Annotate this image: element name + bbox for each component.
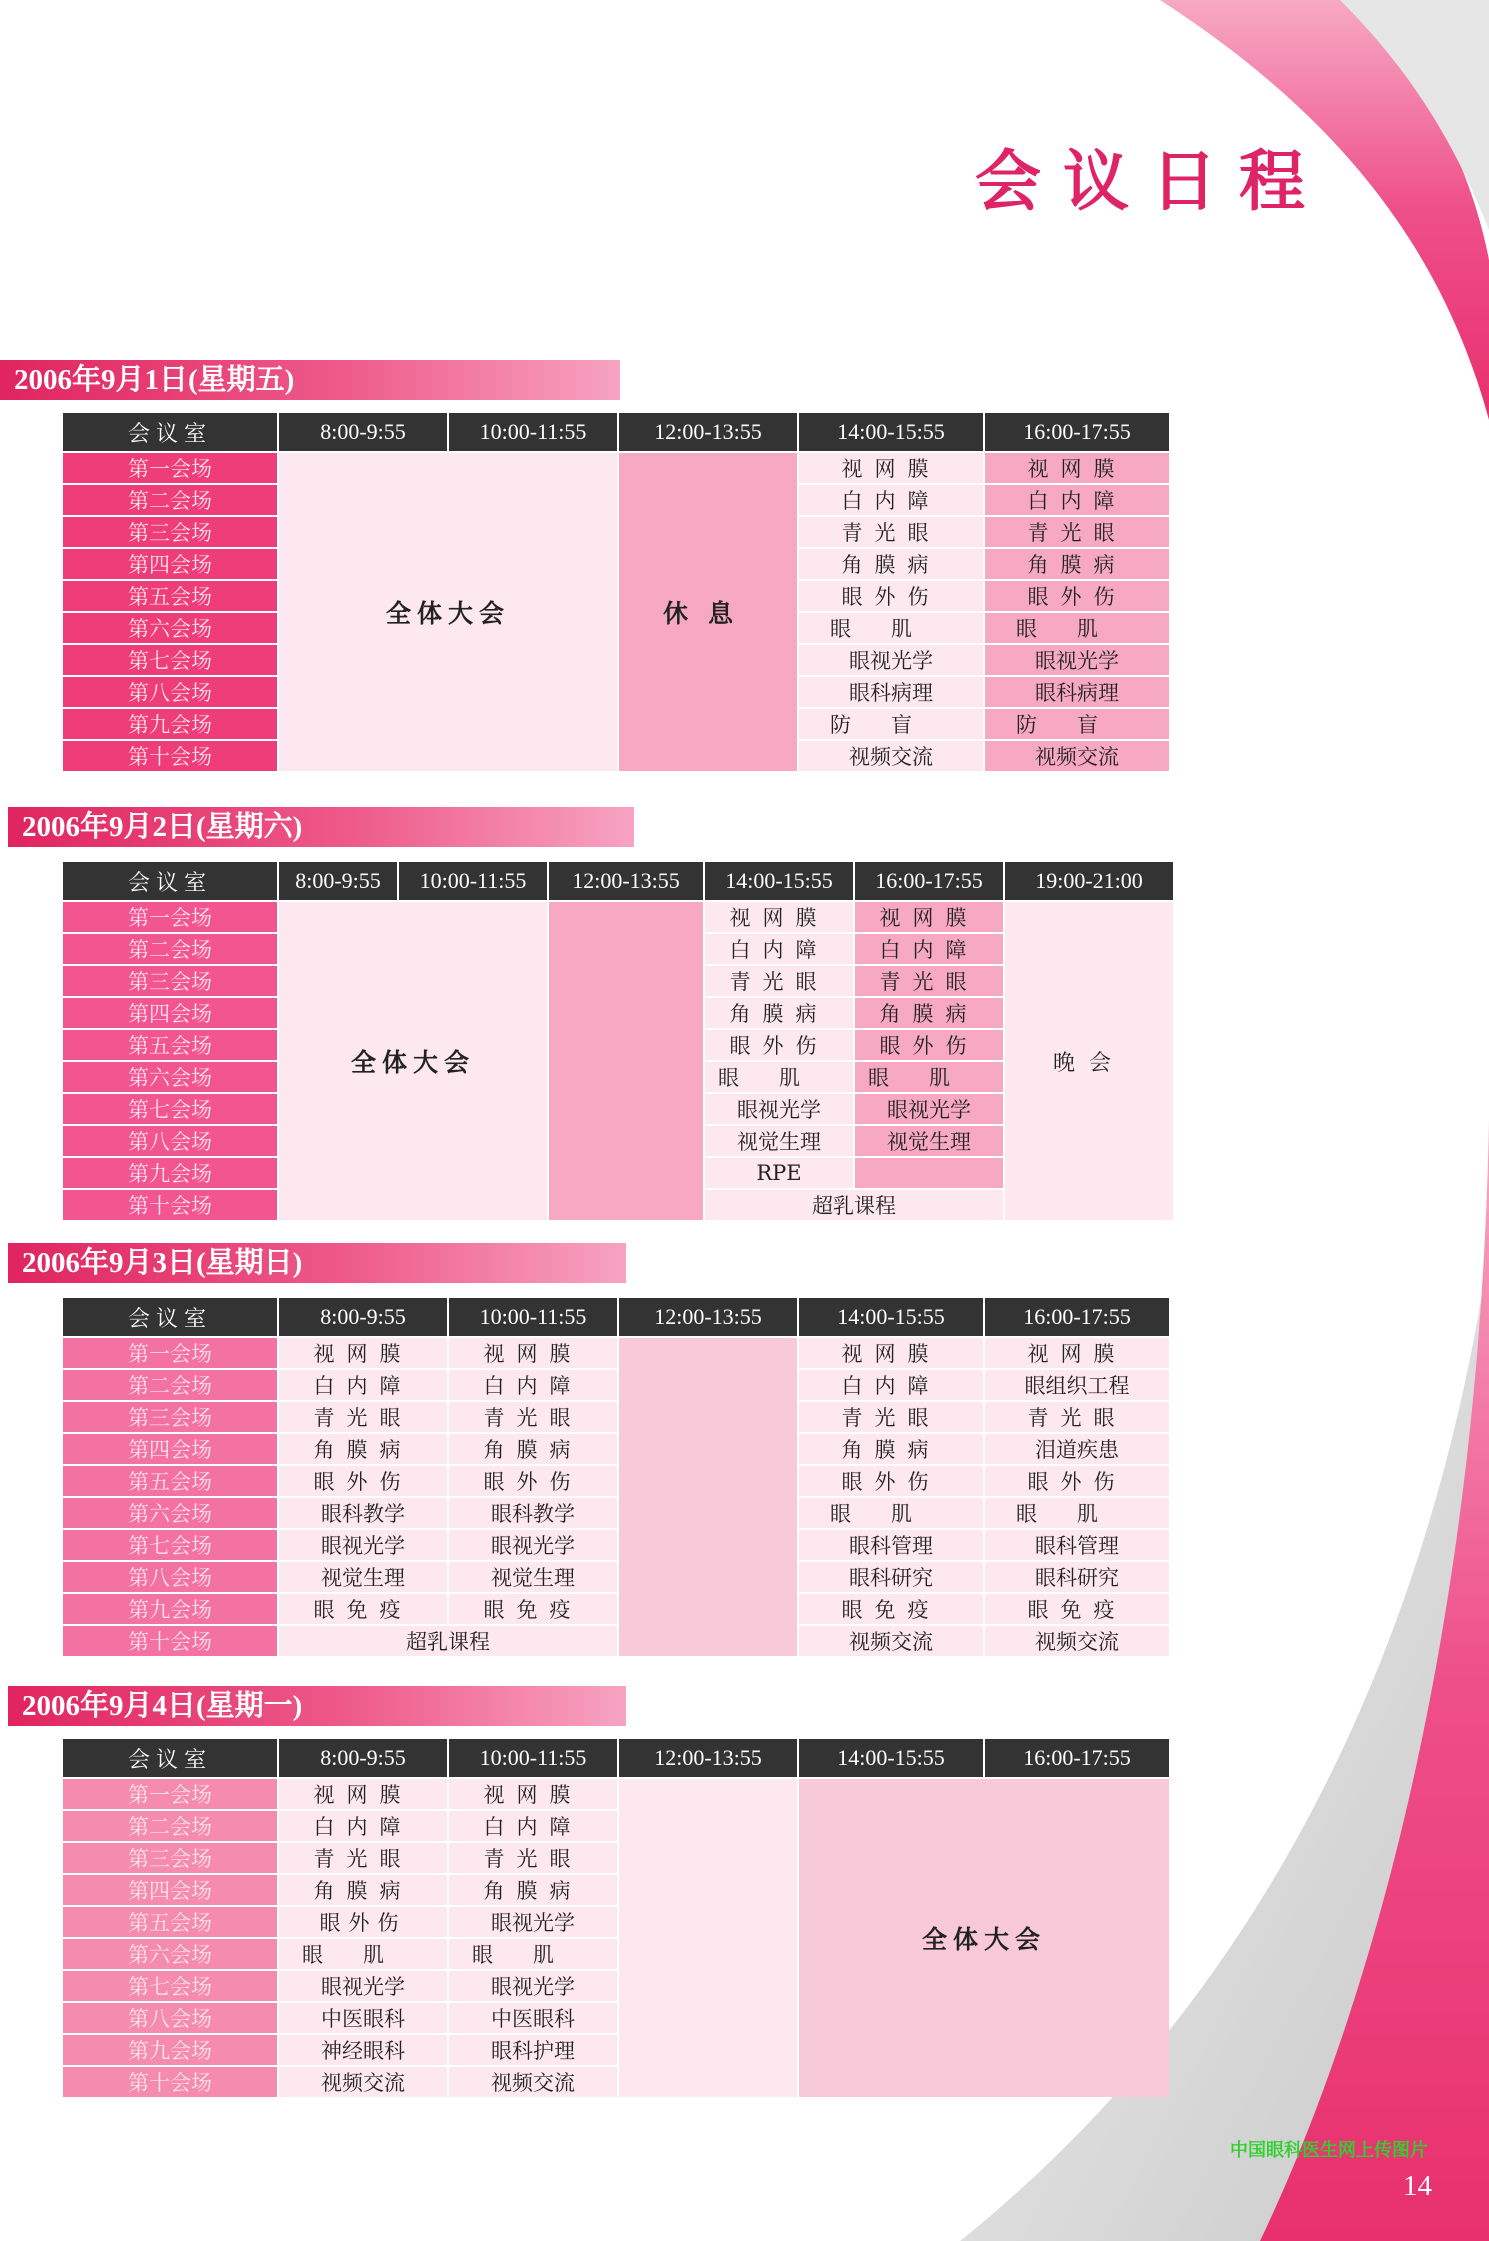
time-header: 8:00-9:55 bbox=[279, 413, 447, 451]
session-cell: 眼外伤 bbox=[279, 1907, 447, 1937]
session-cell: 眼视光学 bbox=[449, 1971, 617, 2001]
room-label: 第十会场 bbox=[63, 741, 277, 771]
time-header: 12:00-13:55 bbox=[549, 862, 703, 900]
session-cell: 视网膜 bbox=[449, 1338, 617, 1368]
session-cell: 青光眼 bbox=[985, 1402, 1169, 1432]
evening-gala-cell: 晚会 bbox=[1005, 902, 1173, 1220]
room-column-header: 会议室 bbox=[63, 1739, 277, 1777]
session-cell: 眼视光学 bbox=[279, 1971, 447, 2001]
session-cell: 白内障 bbox=[449, 1370, 617, 1400]
session-cell: 中医眼科 bbox=[279, 2003, 447, 2033]
session-cell: 眼外伤 bbox=[799, 1466, 983, 1496]
room-column-header: 会议室 bbox=[63, 1298, 277, 1336]
session-cell: 眼肌 bbox=[985, 613, 1169, 643]
room-label: 第八会场 bbox=[63, 677, 277, 707]
time-header: 16:00-17:55 bbox=[985, 1298, 1169, 1336]
session-cell: 眼外伤 bbox=[799, 581, 983, 611]
session-cell: 白内障 bbox=[449, 1811, 617, 1841]
session-cell: 角膜病 bbox=[799, 549, 983, 579]
room-label: 第八会场 bbox=[63, 2003, 277, 2033]
time-header: 10:00-11:55 bbox=[449, 1739, 617, 1777]
plenary-session-cell: 全体大会 bbox=[799, 1779, 1169, 2097]
time-header: 8:00-9:55 bbox=[279, 1739, 447, 1777]
session-cell: 眼科教学 bbox=[449, 1498, 617, 1528]
phaco-course-cell: 超乳课程 bbox=[279, 1626, 617, 1656]
room-label: 第九会场 bbox=[63, 1158, 277, 1188]
session-cell: 眼视光学 bbox=[449, 1907, 617, 1937]
break-cell bbox=[619, 1779, 797, 2097]
room-label: 第二会场 bbox=[63, 485, 277, 515]
session-cell: 角膜病 bbox=[799, 1434, 983, 1464]
room-label: 第十会场 bbox=[63, 1626, 277, 1656]
session-cell: 青光眼 bbox=[279, 1402, 447, 1432]
room-label: 第九会场 bbox=[63, 709, 277, 739]
time-header: 12:00-13:55 bbox=[619, 1298, 797, 1336]
session-cell: 眼科管理 bbox=[799, 1530, 983, 1560]
session-cell: 眼肌 bbox=[855, 1062, 1003, 1092]
session-cell: 视网膜 bbox=[985, 1338, 1169, 1368]
room-label: 第三会场 bbox=[63, 517, 277, 547]
room-label: 第四会场 bbox=[63, 1875, 277, 1905]
session-cell: 视频交流 bbox=[985, 741, 1169, 771]
session-cell: 眼科护理 bbox=[449, 2035, 617, 2065]
room-label: 第九会场 bbox=[63, 2035, 277, 2065]
time-header: 14:00-15:55 bbox=[705, 862, 853, 900]
room-label: 第三会场 bbox=[63, 1402, 277, 1432]
session-cell: 视网膜 bbox=[855, 902, 1003, 932]
date-banner-day-3: 2006年9月3日(星期日) bbox=[8, 1243, 626, 1283]
date-banner-day-4: 2006年9月4日(星期一) bbox=[8, 1686, 626, 1726]
session-cell: RPE bbox=[705, 1158, 853, 1188]
session-cell: 眼视光学 bbox=[855, 1094, 1003, 1124]
page-title: 会议日程 bbox=[975, 142, 1327, 220]
time-header: 12:00-13:55 bbox=[619, 413, 797, 451]
room-label: 第八会场 bbox=[63, 1562, 277, 1592]
session-cell: 眼外伤 bbox=[985, 581, 1169, 611]
session-cell: 角膜病 bbox=[279, 1434, 447, 1464]
session-cell: 眼免疫 bbox=[449, 1594, 617, 1624]
room-label: 第五会场 bbox=[63, 1907, 277, 1937]
session-cell: 视频交流 bbox=[449, 2067, 617, 2097]
session-cell: 角膜病 bbox=[449, 1434, 617, 1464]
room-column-header: 会议室 bbox=[63, 862, 277, 900]
time-header: 8:00-9:55 bbox=[279, 1298, 447, 1336]
session-cell: 眼科病理 bbox=[985, 677, 1169, 707]
room-label: 第六会场 bbox=[63, 1062, 277, 1092]
room-label: 第一会场 bbox=[63, 1779, 277, 1809]
session-cell bbox=[855, 1158, 1003, 1188]
time-header: 12:00-13:55 bbox=[619, 1739, 797, 1777]
session-cell: 眼视光学 bbox=[705, 1094, 853, 1124]
session-cell: 防盲 bbox=[985, 709, 1169, 739]
session-cell: 白内障 bbox=[279, 1811, 447, 1841]
time-header: 19:00-21:00 bbox=[1005, 862, 1173, 900]
time-header: 14:00-15:55 bbox=[799, 1298, 983, 1336]
break-cell bbox=[549, 902, 703, 1220]
session-cell: 青光眼 bbox=[705, 966, 853, 996]
room-label: 第三会场 bbox=[63, 966, 277, 996]
session-cell: 防盲 bbox=[799, 709, 983, 739]
session-cell: 眼视光学 bbox=[985, 645, 1169, 675]
time-header: 14:00-15:55 bbox=[799, 1739, 983, 1777]
room-label: 第四会场 bbox=[63, 1434, 277, 1464]
session-cell: 视网膜 bbox=[705, 902, 853, 932]
room-label: 第十会场 bbox=[63, 1190, 277, 1220]
session-cell: 眼视光学 bbox=[279, 1530, 447, 1560]
date-banner-day-1: 2006年9月1日(星期五) bbox=[0, 360, 620, 400]
session-cell: 眼科研究 bbox=[985, 1562, 1169, 1592]
session-cell: 角膜病 bbox=[855, 998, 1003, 1028]
session-cell: 眼视光学 bbox=[799, 645, 983, 675]
session-cell: 眼外伤 bbox=[449, 1466, 617, 1496]
session-cell: 青光眼 bbox=[985, 517, 1169, 547]
session-cell: 青光眼 bbox=[799, 1402, 983, 1432]
room-label: 第一会场 bbox=[63, 1338, 277, 1368]
time-header: 14:00-15:55 bbox=[799, 413, 983, 451]
session-cell: 青光眼 bbox=[279, 1843, 447, 1873]
session-cell: 眼科病理 bbox=[799, 677, 983, 707]
session-cell: 中医眼科 bbox=[449, 2003, 617, 2033]
room-label: 第一会场 bbox=[63, 902, 277, 932]
session-cell: 视网膜 bbox=[279, 1779, 447, 1809]
session-cell: 青光眼 bbox=[449, 1402, 617, 1432]
session-cell: 视网膜 bbox=[799, 453, 983, 483]
session-cell: 视觉生理 bbox=[705, 1126, 853, 1156]
session-cell: 神经眼科 bbox=[279, 2035, 447, 2065]
session-cell: 泪道疾患 bbox=[985, 1434, 1169, 1464]
room-label: 第一会场 bbox=[63, 453, 277, 483]
rest-break-cell: 休息 bbox=[619, 453, 797, 771]
room-label: 第七会场 bbox=[63, 1094, 277, 1124]
session-cell: 角膜病 bbox=[705, 998, 853, 1028]
session-cell: 眼肌 bbox=[449, 1939, 617, 1969]
session-cell: 眼免疫 bbox=[799, 1594, 983, 1624]
session-cell: 白内障 bbox=[855, 934, 1003, 964]
schedule-table-day-3 bbox=[63, 1298, 1169, 1656]
session-cell: 眼肌 bbox=[705, 1062, 853, 1092]
room-label: 第五会场 bbox=[63, 1030, 277, 1060]
session-cell: 眼科管理 bbox=[985, 1530, 1169, 1560]
session-cell: 眼视光学 bbox=[449, 1530, 617, 1560]
session-cell: 白内障 bbox=[799, 1370, 983, 1400]
session-cell: 眼科教学 bbox=[279, 1498, 447, 1528]
room-label: 第四会场 bbox=[63, 998, 277, 1028]
session-cell: 视网膜 bbox=[799, 1338, 983, 1368]
session-cell: 眼外伤 bbox=[985, 1466, 1169, 1496]
session-cell: 白内障 bbox=[799, 485, 983, 515]
room-label: 第六会场 bbox=[63, 1498, 277, 1528]
plenary-session-cell: 全体大会 bbox=[279, 902, 547, 1220]
session-cell: 角膜病 bbox=[985, 549, 1169, 579]
session-cell: 白内障 bbox=[985, 485, 1169, 515]
room-column-header: 会议室 bbox=[63, 413, 277, 451]
room-label: 第二会场 bbox=[63, 1811, 277, 1841]
time-header: 10:00-11:55 bbox=[449, 413, 617, 451]
time-header: 10:00-11:55 bbox=[399, 862, 547, 900]
session-cell: 眼外伤 bbox=[855, 1030, 1003, 1060]
footer-watermark-note: 中国眼科医生网上传图片 bbox=[1230, 2140, 1428, 2161]
time-header: 10:00-11:55 bbox=[449, 1298, 617, 1336]
session-cell: 角膜病 bbox=[449, 1875, 617, 1905]
room-label: 第九会场 bbox=[63, 1594, 277, 1624]
session-cell: 视觉生理 bbox=[279, 1562, 447, 1592]
session-cell: 青光眼 bbox=[855, 966, 1003, 996]
session-cell: 视频交流 bbox=[985, 1626, 1169, 1656]
session-cell: 视觉生理 bbox=[855, 1126, 1003, 1156]
room-label: 第二会场 bbox=[63, 1370, 277, 1400]
session-cell: 视频交流 bbox=[799, 1626, 983, 1656]
session-cell: 视网膜 bbox=[279, 1338, 447, 1368]
time-header: 16:00-17:55 bbox=[985, 1739, 1169, 1777]
time-header: 16:00-17:55 bbox=[855, 862, 1003, 900]
room-label: 第五会场 bbox=[63, 581, 277, 611]
schedule-table-day-4 bbox=[63, 1739, 1169, 2097]
session-cell: 视网膜 bbox=[985, 453, 1169, 483]
time-header: 8:00-9:55 bbox=[279, 862, 397, 900]
plenary-session-cell: 全体大会 bbox=[279, 453, 617, 771]
session-cell: 眼免疫 bbox=[279, 1594, 447, 1624]
session-cell: 青光眼 bbox=[799, 517, 983, 547]
session-cell: 眼免疫 bbox=[985, 1594, 1169, 1624]
room-label: 第四会场 bbox=[63, 549, 277, 579]
session-cell: 眼肌 bbox=[799, 613, 983, 643]
page-number: 14 bbox=[1403, 2170, 1432, 2202]
session-cell: 白内障 bbox=[279, 1370, 447, 1400]
time-header: 16:00-17:55 bbox=[985, 413, 1169, 451]
room-label: 第二会场 bbox=[63, 934, 277, 964]
break-cell bbox=[619, 1338, 797, 1656]
session-cell: 角膜病 bbox=[279, 1875, 447, 1905]
session-cell: 视网膜 bbox=[449, 1779, 617, 1809]
session-cell: 眼科研究 bbox=[799, 1562, 983, 1592]
room-label: 第三会场 bbox=[63, 1843, 277, 1873]
schedule-table-day-2 bbox=[63, 862, 1173, 1220]
room-label: 第六会场 bbox=[63, 613, 277, 643]
session-cell: 眼外伤 bbox=[279, 1466, 447, 1496]
session-cell: 眼外伤 bbox=[705, 1030, 853, 1060]
session-cell: 眼肌 bbox=[279, 1939, 447, 1969]
session-cell: 眼肌 bbox=[985, 1498, 1169, 1528]
session-cell: 视觉生理 bbox=[449, 1562, 617, 1592]
room-label: 第十会场 bbox=[63, 2067, 277, 2097]
room-label: 第七会场 bbox=[63, 1971, 277, 2001]
room-label: 第七会场 bbox=[63, 1530, 277, 1560]
phaco-course-cell: 超乳课程 bbox=[705, 1190, 1003, 1220]
date-banner-day-2: 2006年9月2日(星期六) bbox=[8, 807, 634, 847]
session-cell: 视频交流 bbox=[279, 2067, 447, 2097]
room-label: 第六会场 bbox=[63, 1939, 277, 1969]
room-label: 第八会场 bbox=[63, 1126, 277, 1156]
room-label: 第五会场 bbox=[63, 1466, 277, 1496]
session-cell: 眼组织工程 bbox=[985, 1370, 1169, 1400]
schedule-table-day-1 bbox=[63, 413, 1169, 771]
room-label: 第七会场 bbox=[63, 645, 277, 675]
session-cell: 青光眼 bbox=[449, 1843, 617, 1873]
session-cell: 白内障 bbox=[705, 934, 853, 964]
session-cell: 视频交流 bbox=[799, 741, 983, 771]
session-cell: 眼肌 bbox=[799, 1498, 983, 1528]
